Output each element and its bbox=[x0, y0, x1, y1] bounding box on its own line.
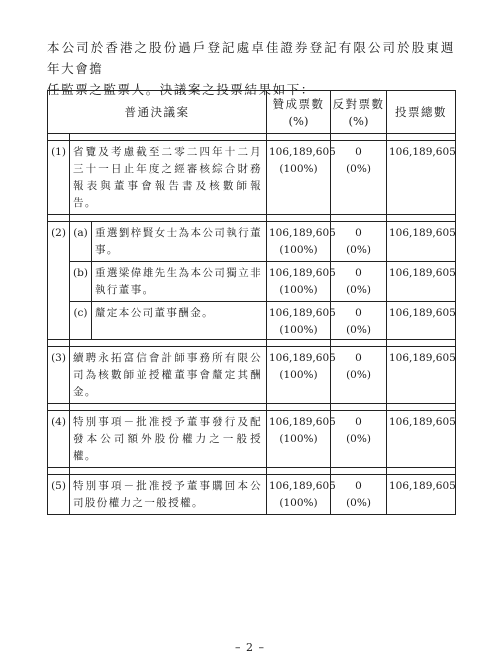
total-votes: 106,189,605 bbox=[387, 222, 456, 262]
resolution-text: 重選劉梓賢女士為本公司執行董事。 bbox=[92, 222, 267, 262]
resolution-text: 續聘永拓富信會計師事務所有限公司為核數師並授權董事會釐定其酬金。 bbox=[70, 347, 267, 404]
total-votes: 106,189,605 bbox=[387, 262, 456, 302]
for-votes: 106,189,605 bbox=[269, 416, 336, 428]
row-sub-index: (a) bbox=[70, 222, 92, 262]
table-row bbox=[48, 141, 456, 215]
resolution-text: 特別事項－批准授予董事購回本公司股份權力之一般授權。 bbox=[70, 475, 267, 515]
for-votes: 106,189,605 bbox=[269, 227, 336, 239]
for-votes-cell bbox=[267, 141, 336, 215]
row-index: (4) bbox=[48, 411, 70, 468]
total-votes: 106,189,605 bbox=[387, 475, 456, 515]
against-percent: (0%) bbox=[346, 324, 371, 336]
against-votes-cell bbox=[331, 475, 387, 515]
against-votes-cell bbox=[331, 141, 387, 215]
table-gap bbox=[48, 134, 456, 141]
for-votes: 106,189,605 bbox=[269, 267, 336, 279]
table-gap bbox=[48, 215, 456, 222]
for-percent: (100%) bbox=[279, 284, 318, 296]
row-index-continued bbox=[48, 262, 70, 302]
for-votes: 106,189,605 bbox=[269, 480, 336, 492]
row-index: (3) bbox=[48, 347, 70, 404]
table-header-row bbox=[48, 91, 456, 134]
table-row bbox=[48, 302, 456, 340]
row-index-continued bbox=[48, 302, 70, 340]
for-votes-cell bbox=[267, 347, 336, 404]
table-row bbox=[48, 347, 456, 404]
intro-line-2: 任監票之監票人。決議案之投票結果如下： bbox=[47, 82, 315, 97]
against-votes: 0 bbox=[355, 480, 362, 492]
row-index: (2) bbox=[48, 222, 70, 262]
against-votes: 0 bbox=[355, 146, 362, 158]
table-row bbox=[48, 475, 456, 515]
resolution-text: 重選梁偉雄先生為本公司獨立非執行董事。 bbox=[92, 262, 267, 302]
against-votes: 0 bbox=[355, 352, 362, 364]
against-votes: 0 bbox=[355, 267, 362, 279]
total-votes: 106,189,605 bbox=[387, 347, 456, 404]
for-percent: (100%) bbox=[279, 369, 318, 381]
against-votes-cell bbox=[331, 262, 387, 302]
total-votes: 106,189,605 bbox=[387, 411, 456, 468]
against-percent: (0%) bbox=[346, 369, 371, 381]
for-percent: (100%) bbox=[279, 324, 318, 336]
against-percent: (0%) bbox=[346, 284, 371, 296]
row-sub-index: (c) bbox=[70, 302, 92, 340]
row-index: (1) bbox=[48, 141, 70, 215]
against-votes: 0 bbox=[355, 416, 362, 428]
for-percent: (100%) bbox=[279, 163, 318, 175]
against-percent: (0%) bbox=[346, 497, 371, 509]
against-votes: 0 bbox=[355, 227, 362, 239]
intro-line-1: 本公司於香港之股份過戶登記處卓佳證券登記有限公司於股東週年大會擔 bbox=[47, 40, 455, 76]
for-votes: 106,189,605 bbox=[269, 146, 336, 158]
total-votes: 106,189,605 bbox=[387, 302, 456, 340]
against-percent: (0%) bbox=[346, 163, 371, 175]
row-sub-index: (b) bbox=[70, 262, 92, 302]
for-votes-cell bbox=[267, 411, 336, 468]
for-votes-cell bbox=[267, 262, 336, 302]
header-total-votes: 投票總數 bbox=[387, 91, 456, 134]
header-for-votes: 贊成票數 (%) bbox=[267, 91, 331, 134]
poll-results-table bbox=[47, 90, 456, 515]
against-percent: (0%) bbox=[346, 433, 371, 445]
resolution-text: 省覽及考慮截至二零二四年十二月三十一日止年度之經審核綜合財務報表與董事會報告書及核數師報告。 bbox=[70, 141, 267, 215]
for-votes-cell bbox=[267, 222, 336, 262]
table-row bbox=[48, 262, 456, 302]
table-gap bbox=[48, 404, 456, 411]
table-row bbox=[48, 222, 456, 262]
against-votes: 0 bbox=[355, 307, 362, 319]
against-votes-cell bbox=[331, 347, 387, 404]
for-percent: (100%) bbox=[279, 433, 318, 445]
against-percent: (0%) bbox=[346, 244, 371, 256]
resolution-text: 釐定本公司董事酬金。 bbox=[92, 302, 267, 340]
for-votes-cell bbox=[267, 475, 336, 515]
resolution-text: 特別事項－批准授予董事發行及配發本公司額外股份權力之一般授權。 bbox=[70, 411, 267, 468]
header-against-votes: 反對票數 (%) bbox=[331, 91, 387, 134]
for-votes: 106,189,605 bbox=[269, 307, 336, 319]
for-percent: (100%) bbox=[279, 497, 318, 509]
against-votes-cell bbox=[331, 222, 387, 262]
table-row bbox=[48, 411, 456, 468]
header-resolution: 普通決議案 bbox=[48, 91, 267, 134]
for-percent: (100%) bbox=[279, 244, 318, 256]
total-votes: 106,189,605 bbox=[387, 141, 456, 215]
against-votes-cell bbox=[331, 411, 387, 468]
against-votes-cell bbox=[331, 302, 387, 340]
for-votes-cell bbox=[267, 302, 336, 340]
for-votes: 106,189,605 bbox=[269, 352, 336, 364]
table-gap bbox=[48, 340, 456, 347]
row-index: (5) bbox=[48, 475, 70, 515]
page-number: – 2 – bbox=[235, 641, 265, 654]
table-gap bbox=[48, 468, 456, 475]
